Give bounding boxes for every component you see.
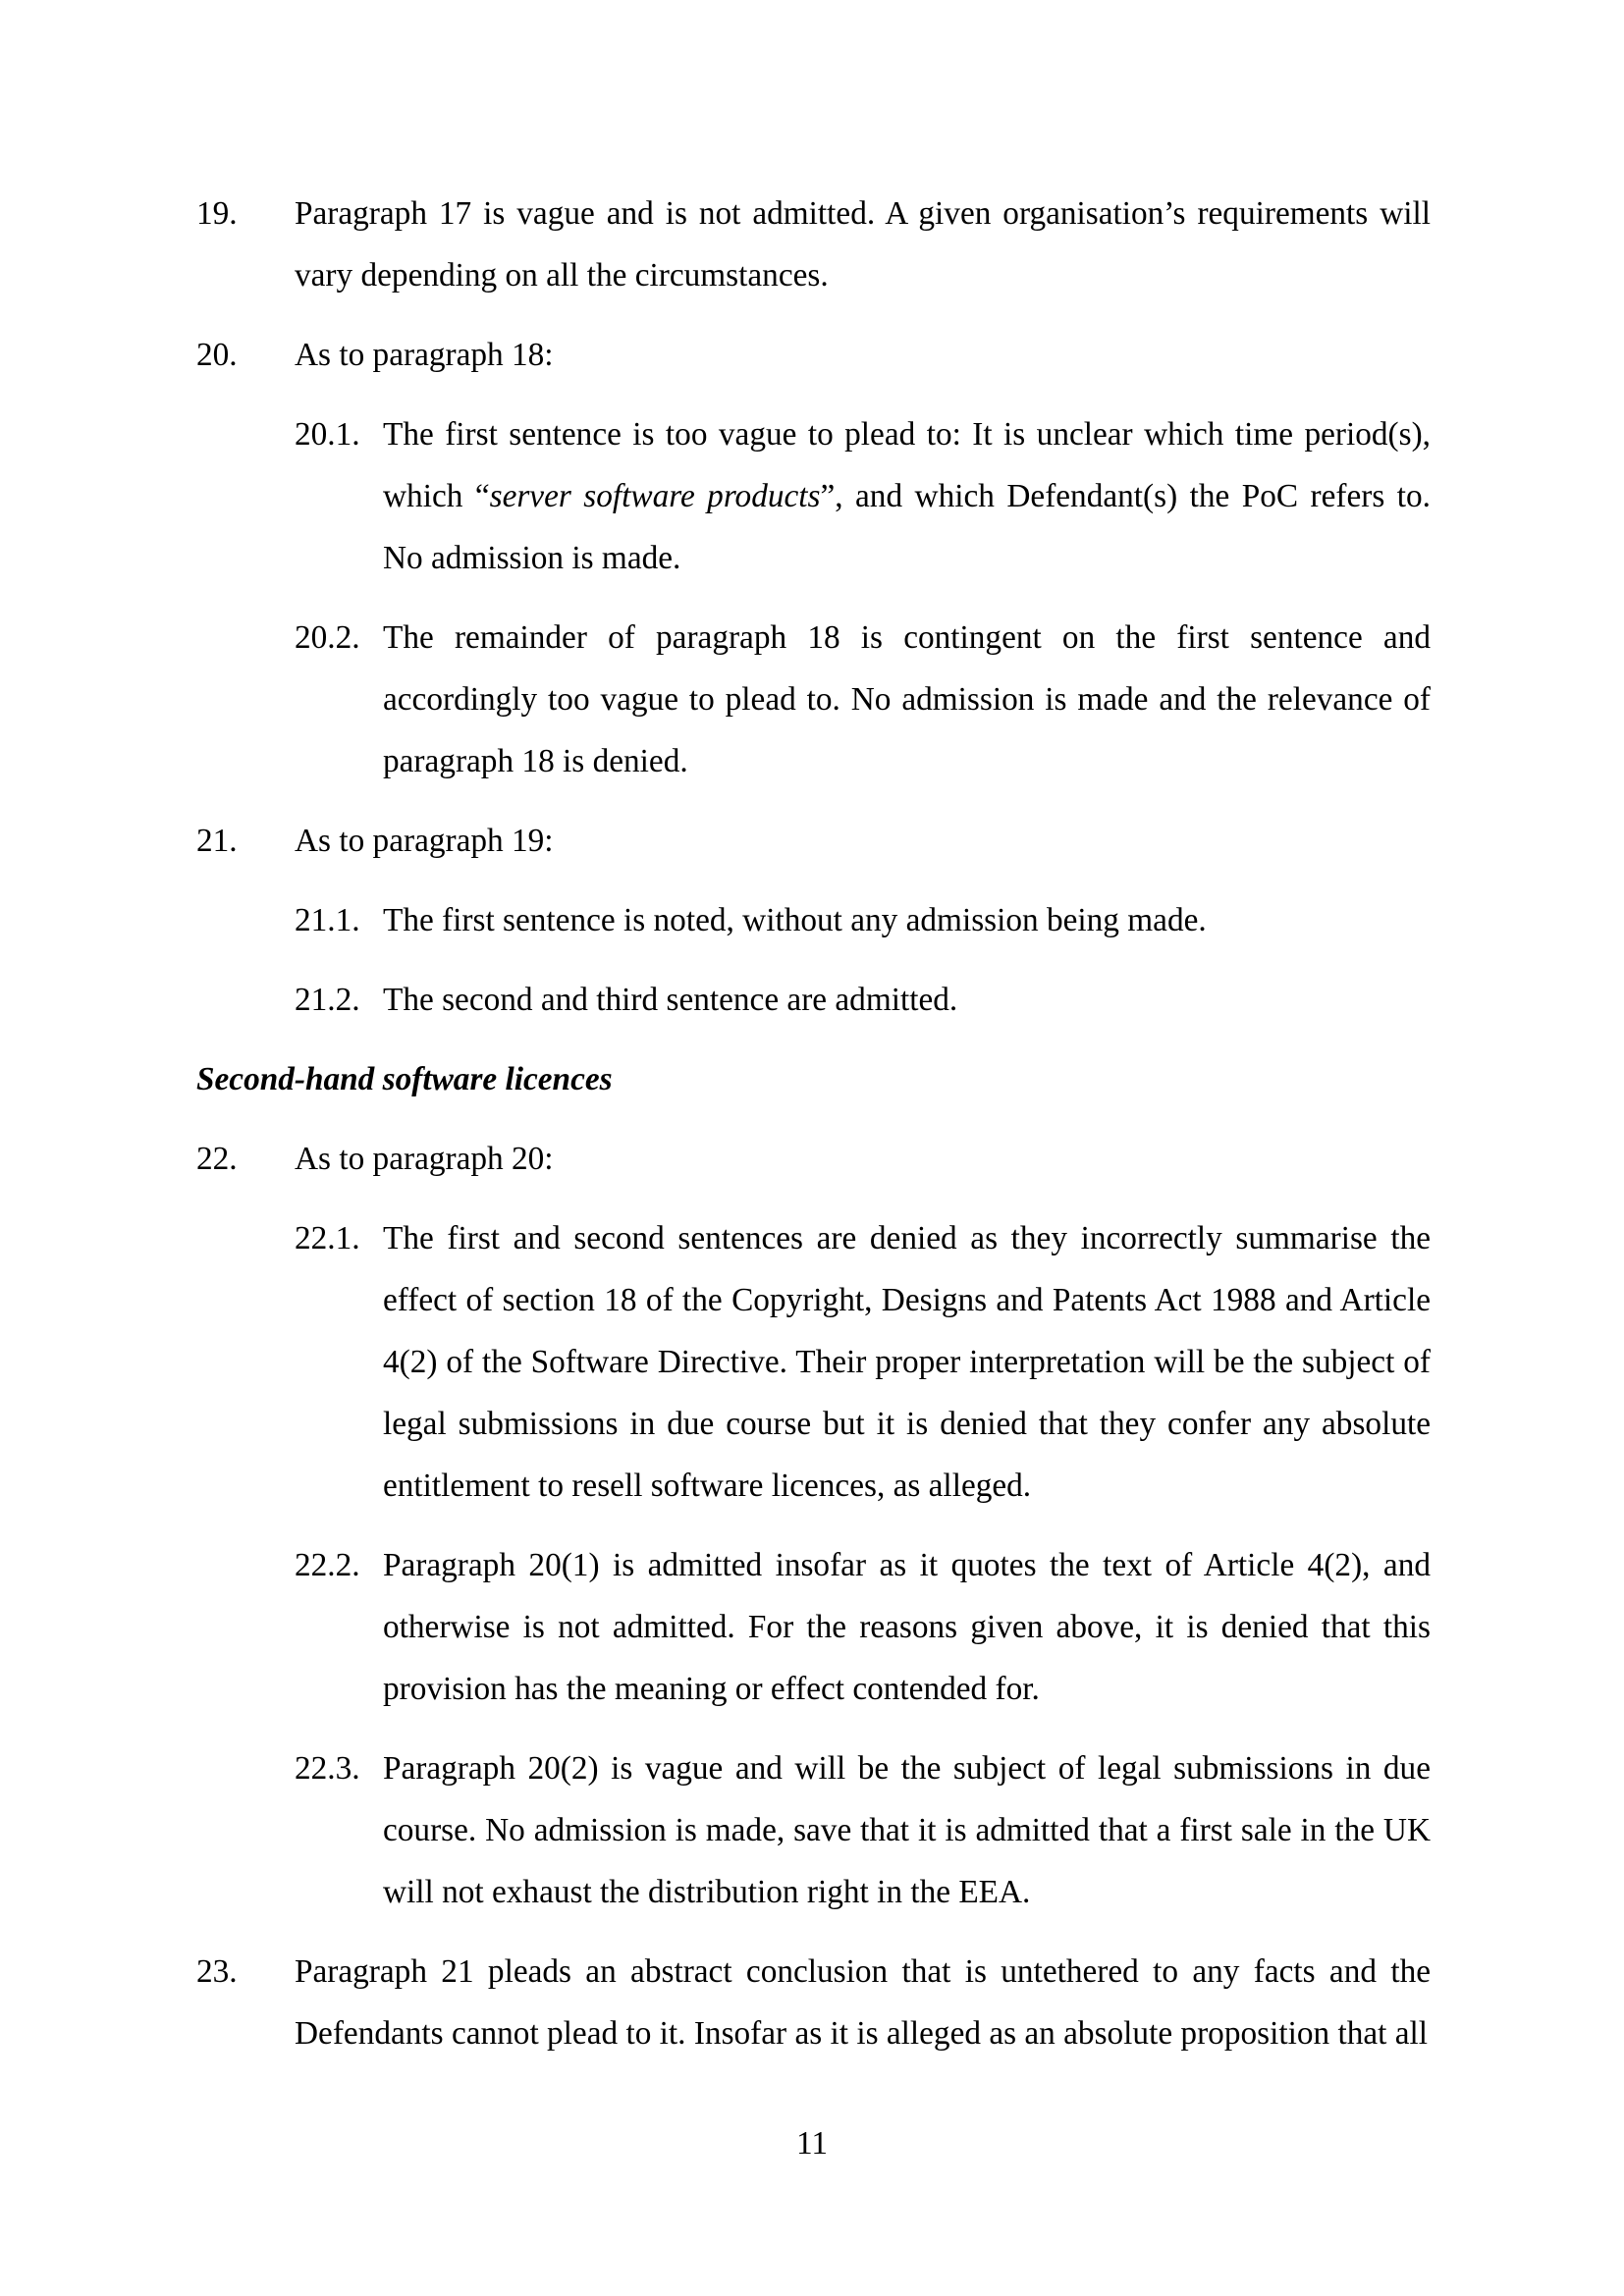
text-run: ”, and which Defendant(s) the PoC refers to. No admission is made.: [383, 478, 1431, 576]
text-run: The second and third sentence are admitted.: [383, 982, 958, 1018]
numbered-paragraph: [196, 1941, 1431, 2064]
paragraph-number: 22.1.: [295, 1220, 360, 1256]
text-run: As to paragraph 18:: [295, 337, 554, 373]
numbered-paragraph: [196, 810, 1431, 872]
text-run: Paragraph 21 pleads an abstract conclusion that is untethered to any facts and the Defendants cannot plead to it. Insofar as it is alleged as an absolute proposition that all: [295, 1953, 1431, 2052]
paragraph-number: 23.: [196, 1953, 238, 1990]
text-run: Paragraph 20(1) is admitted insofar as it quotes the text of Article 4(2), and otherwise is not admitted. For the reasons given above, it is denied that this provision has the meaning or effect contended for.: [383, 1547, 1431, 1707]
paragraph-text: [295, 183, 1431, 306]
paragraph-number: 22.: [196, 1141, 238, 1177]
numbered-paragraph: [295, 607, 1431, 792]
paragraph-text: [383, 607, 1431, 792]
text-run: Paragraph 17 is vague and is not admitted. A given organisation’s requirements will vary depending on all the circumstances.: [295, 195, 1431, 294]
numbered-paragraph: [295, 1534, 1431, 1720]
paragraph-text: [383, 1207, 1431, 1517]
text-run: The first sentence is noted, without any admission being made.: [383, 902, 1207, 938]
paragraph-text: [383, 1534, 1431, 1720]
text-run: As to paragraph 20:: [295, 1141, 554, 1177]
paragraph-number: 21.: [196, 823, 238, 859]
paragraph-number: 21.1.: [295, 902, 360, 938]
numbered-paragraph: [295, 403, 1431, 589]
numbered-paragraph: [196, 324, 1431, 386]
paragraph-text: [383, 969, 1431, 1031]
paragraph-text: [383, 1737, 1431, 1923]
text-run: The remainder of paragraph 18 is contingent on the first sentence and accordingly too vague to plead to. No admission is made and the relevance of paragraph 18 is denied.: [383, 619, 1431, 779]
page-number: 11: [795, 2125, 829, 2162]
document-body: [196, 183, 1431, 2082]
numbered-paragraph: [295, 969, 1431, 1031]
numbered-paragraph: [295, 889, 1431, 951]
paragraph-number: 22.2.: [295, 1547, 360, 1583]
paragraph-number: 22.3.: [295, 1750, 360, 1787]
paragraph-text: [383, 403, 1431, 589]
text-run: As to paragraph 19:: [295, 823, 554, 859]
paragraph-number: 20.1.: [295, 416, 360, 453]
section-heading: Second-hand software licences: [196, 1061, 613, 1097]
text-run: Paragraph 20(2) is vague and will be the subject of legal submissions in due course. No admission is made, save that it is admitted that a first sale in the UK will not exhaust the distribution right in the EEA.: [383, 1750, 1431, 1910]
paragraph-text: [295, 324, 1431, 386]
quoted-term: server software products: [489, 478, 821, 514]
numbered-paragraph: [295, 1737, 1431, 1923]
paragraph-text: [295, 810, 1431, 872]
paragraph-number: 19.: [196, 195, 238, 232]
text-run: The first sentence is too vague to plead to: It is unclear which time period(s), which “: [383, 416, 1431, 514]
paragraph-number: 20.2.: [295, 619, 360, 656]
paragraph-text: [383, 889, 1431, 951]
text-run: The first and second sentences are denied as they incorrectly summarise the effect of section 18 of the Copyright, Designs and Patents Act 1988 and Article 4(2) of the Software Directive. Their proper interpretation will be the subject of legal submissions in due course but it is denied that they confer any absolute entitlement to resell software licences, as alleged.: [383, 1220, 1431, 1504]
numbered-paragraph: [196, 183, 1431, 306]
paragraph-text: [295, 1128, 1431, 1190]
numbered-paragraph: [295, 1207, 1431, 1517]
paragraph-number: 21.2.: [295, 982, 360, 1018]
paragraph-text: [295, 1941, 1431, 2064]
paragraph-number: 20.: [196, 337, 238, 373]
numbered-paragraph: [196, 1128, 1431, 1190]
